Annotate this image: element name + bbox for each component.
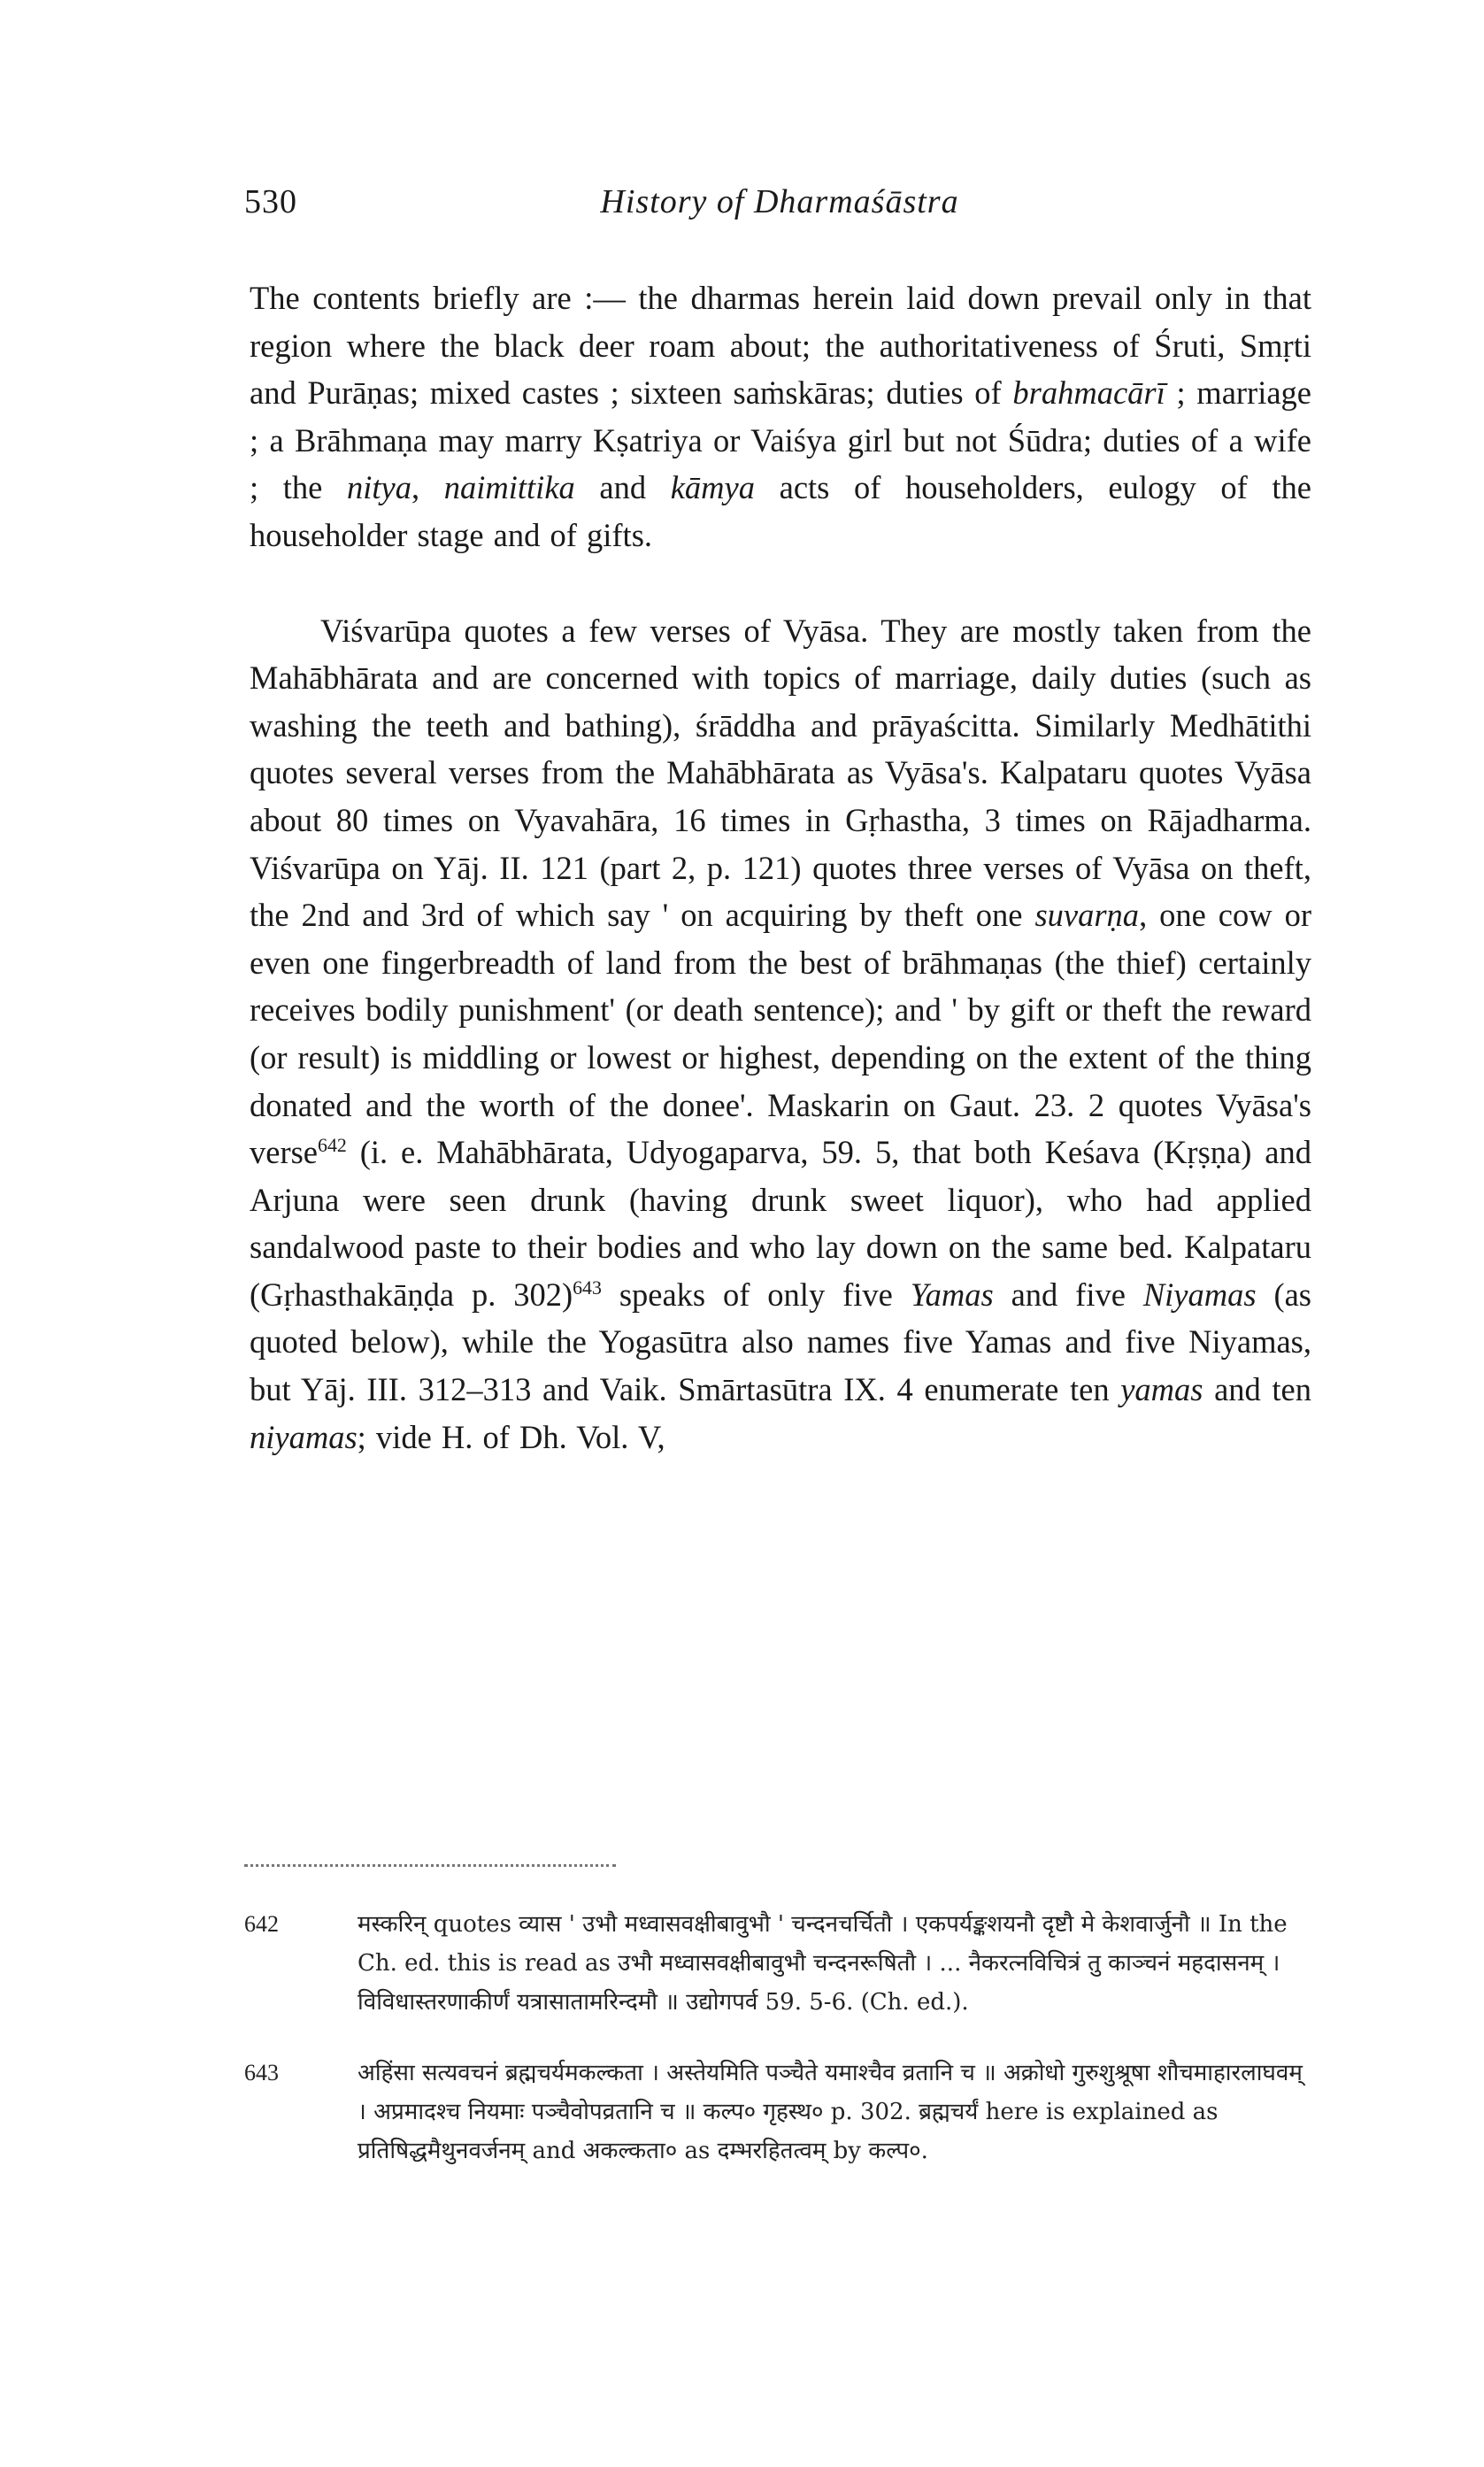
running-title: History of Dharmaśāstra [600,183,959,220]
footnote-number: 642 [244,1911,279,1937]
footnotes [244,1905,1317,2202]
paragraph-2: Viśvarūpa quotes a few verses of Vyāsa. They are mostly taken from the Mahābhārata and are concerned with topics of marriage, daily duties (such as washing the teeth and bathing), śrāddha and prāyaścitta. Similarly Medhātithi quotes several verses from the Mahābhārata as Vyāsa's. Kalpataru quotes Vyāsa about 80 times on Vyavahāra, 16 times in Gṛhastha, 3 times on Rājadharma. Viśvarūpa on Yāj. II. 121 (part 2, p. 121) quotes three verses of Vyāsa on theft, the 2nd and 3rd of which say ' on acquiring by theft one suvarṇa, one cow or even one fingerbreadth of land from the best of brāhmaṇas (the thief) certainly receives bodily punishment' (or death sentence); and ' by gift or theft the reward (or result) is middling or lowest or highest, depending on the extent of the thing donated and the worth of the donee'. Maskarin on Gaut. 23. 2 quotes Vyāsa's verse$^{642}$ (i. e. Mahābhārata, Udyogaparva, 59. 5, that both Keśava (Kṛṣṇa) and Arjuna were seen drunk (having drunk sweet liquor), who had applied sandalwood paste to their bodies and who lay down on the same bed. Kalpataru (Gṛhasthakāṇḍa p. 302)$^{643}$ speaks of only five Yamas and five Niyamas (as quoted below), while the Yogasūtra also names five Yamas and five Niyamas, but Yāj. III. 312–313 and Vaik. Smārtasūtra IX. 4 enumerate ten yamas and ten niyamas; vide H. of Dh. Vol. V, [250,612,1312,1455]
footnote-642 [244,1905,1317,2022]
footnote-divider [244,1864,616,1867]
footnote-text: मस्करिन् quotes व्यास ' उभौ मध्वासवक्षीबावुभौ ' चन्दनचर्चितौ । एकपर्यङ्कशयनौ दृष्टौ मे केशवार्जुनौ ॥ In the Ch. ed. this is read as उभौ मध्वासवक्षीबावुभौ चन्दनरूषितौ । ... नैकरत्नविचित्रं तु काञ्चनं महदासनम् । विविधास्तरणाकीर्णं यत्रासातामरिन्दमौ ॥ उद्योगपर्व 59. 5-6. (Ch. ed.). [358,1911,1288,2016]
footnote-ref-643[interactable]: 643 [573,1276,602,1299]
footnote-643 [244,2054,1317,2170]
footnote-text: अहिंसा सत्यवचनं ब्रह्मचर्यमकल्कता । अस्तेयमिति पञ्चैते यमाश्चैव व्रतानि च ॥ अक्रोधो गुरुशुश्रूषा शौचमाहारलाघवम् । अप्रमादश्च नियमाः पञ्चैवोपव्रतानि च ॥ कल्प० गृहस्थ० p. 302. ब्रह्मचर्यं here is explained as प्रतिषिद्धमैथुनवर्जनम् and अकल्कता० as दम्भरहितत्वम् by कल्प०. [358,2060,1303,2164]
footnote-ref-642[interactable]: 642 [318,1133,347,1156]
running-head [244,182,1315,235]
footnote-number: 643 [244,2060,279,2085]
body-text [250,274,1311,1461]
page-number: 530 [244,183,297,220]
paragraph-1: The contents briefly are :— the dharmas herein laid down prevail only in that region where the black deer roam about; the authoritativeness of Śruti, Smṛti and Purāṇas; mixed castes ; sixteen saṁskāras; duties of brahmacārī ; marriage ; a Brāhmaṇa may marry Kṣatriya or Vaiśya girl but not Śūdra; duties of a wife ; the nitya, naimittika and kāmya acts of householders, eulogy of the householder stage and of gifts. [250,280,1312,553]
